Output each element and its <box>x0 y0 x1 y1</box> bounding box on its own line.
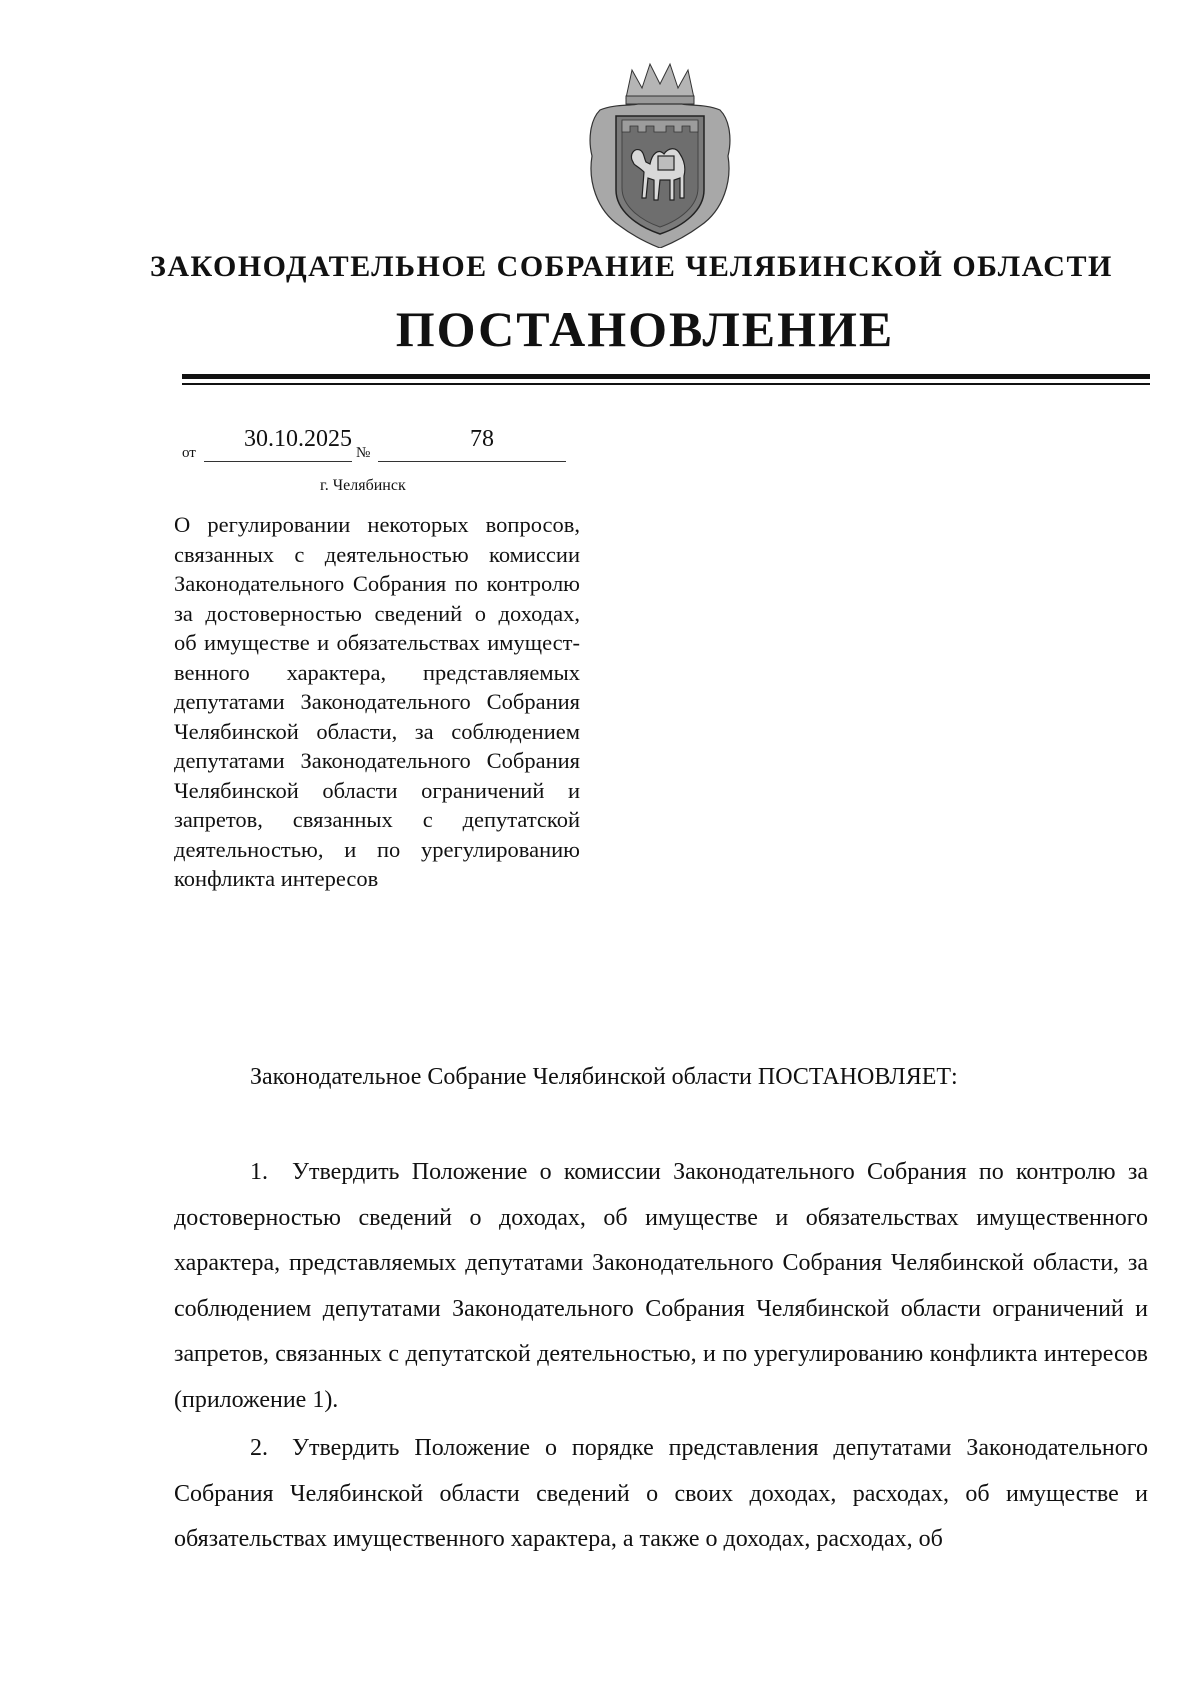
preamble-text: Законодательное Собрание Челябинской области ПОСТАНОВЛЯЕТ: <box>250 1064 958 1090</box>
document-details-row <box>182 426 602 466</box>
number-value: 78 <box>470 426 494 452</box>
paragraph-text: Утвердить Положение о порядке представления депутатами Законодательного Собрания Челябинской области сведений о своих доходах, расходах, об имуществе и обязательствах имущественного характера, а также о доходах, расходах, об <box>174 1435 1148 1552</box>
date-value: 30.10.2025 <box>244 426 352 452</box>
document-type-title: ПОСТАНОВЛЕНИЕ <box>395 301 895 357</box>
number-underline <box>378 461 566 462</box>
paragraph-number: 2. <box>250 1435 268 1461</box>
paragraph-number: 1. <box>250 1159 268 1185</box>
paragraph-text: Утвердить Положение о комиссии Законодательного Собрания по контролю за достоверностью сведений о доходах, об имуществе и обязательствах имущественного характера, представляемых депутатами Законодательного Собрания Челябинской области, за соблюдением депутатами Законодательного Собрания Челябинской области ограничений и запретов, связанных с депутатской деятельностью, и по урегулированию конфликта интересов (приложение 1). <box>174 1159 1148 1413</box>
date-underline <box>204 461 352 462</box>
organization-title: ЗАКОНОДАТЕЛЬНОЕ СОБРАНИЕ ЧЕЛЯБИНСКОЙ ОБЛАСТИ <box>150 250 1113 283</box>
document-subject: О регулировании некоторых вопросов, связанных с деятельностью комиссии Законодательного Собрания по контролю за достоверностью сведений о доходах, об имуществе и обязательствах имущественного характера, представляемых депутатами Законодательного Собрания Челябинской области, за соблюдением депутатами Законодательного Собрания Челябинской области ограничений и запретов, связанных с депутатской деятельностью, и по урегулированию конфликта интересов <box>174 512 580 891</box>
date-label: от <box>182 445 196 461</box>
chelyabinsk-coat-of-arms-icon <box>586 60 734 248</box>
paragraph-item <box>174 1150 1148 1423</box>
header-divider-thin <box>182 383 1150 385</box>
city-name: г. Челябинск <box>320 477 406 494</box>
paragraph-item <box>174 1426 1148 1563</box>
number-label: № <box>356 445 371 461</box>
header-divider-thick <box>182 374 1150 379</box>
